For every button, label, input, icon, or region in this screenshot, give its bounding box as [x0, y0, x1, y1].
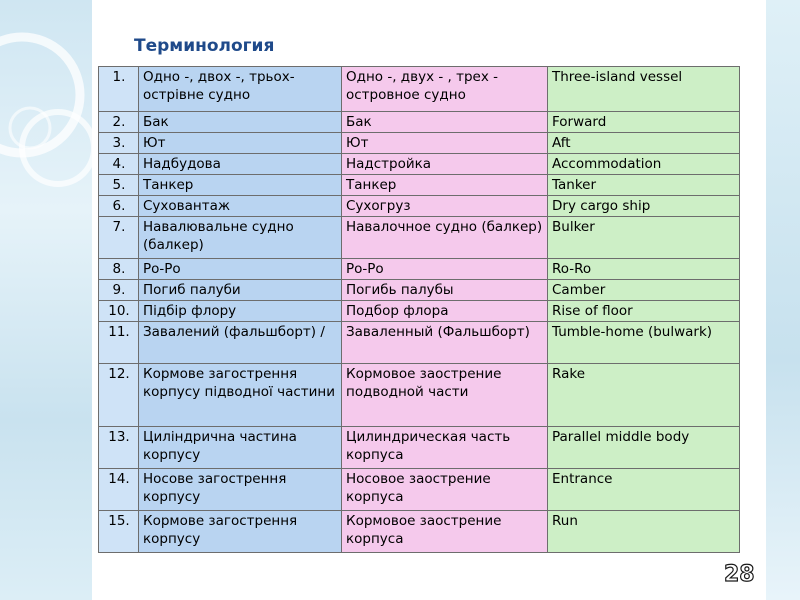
- row-number-cell: 2.: [99, 112, 139, 133]
- russian-term-cell: Носовое заострение корпуса: [342, 469, 548, 511]
- english-term-cell: Rise of floor: [548, 301, 740, 322]
- row-number-cell: 9.: [99, 280, 139, 301]
- russian-term-cell: Одно -, двух - , трех - островное судно: [342, 67, 548, 112]
- russian-term-cell: Навалочное судно (балкер): [342, 217, 548, 259]
- table-row: [99, 112, 740, 133]
- russian-term-cell: Цилиндрическая часть корпуса: [342, 427, 548, 469]
- row-number-cell: 6.: [99, 196, 139, 217]
- english-term-cell: Aft: [548, 133, 740, 154]
- english-term-cell: Dry cargo ship: [548, 196, 740, 217]
- ukrainian-term-cell: Ро-Ро: [139, 259, 342, 280]
- table-row: [99, 154, 740, 175]
- russian-term-cell: Ют: [342, 133, 548, 154]
- table-row: [99, 217, 740, 259]
- table-row: [99, 427, 740, 469]
- russian-term-cell: Сухогруз: [342, 196, 548, 217]
- table-row: [99, 133, 740, 154]
- ukrainian-term-cell: Кормове загострення корпусу підводної частини: [139, 364, 342, 427]
- ukrainian-term-cell: Підбір флору: [139, 301, 342, 322]
- table-row: [99, 175, 740, 196]
- row-number-cell: 8.: [99, 259, 139, 280]
- table-row: [99, 301, 740, 322]
- russian-term-cell: Погибь палубы: [342, 280, 548, 301]
- ukrainian-term-cell: Суховантаж: [139, 196, 342, 217]
- english-term-cell: Three-island vessel: [548, 67, 740, 112]
- russian-term-cell: Танкер: [342, 175, 548, 196]
- table-row: [99, 196, 740, 217]
- right-decorative-band: [766, 0, 800, 600]
- row-number-cell: 5.: [99, 175, 139, 196]
- english-term-cell: Tanker: [548, 175, 740, 196]
- row-number-cell: 13.: [99, 427, 139, 469]
- table-row: [99, 322, 740, 364]
- ukrainian-term-cell: Ют: [139, 133, 342, 154]
- ukrainian-term-cell: Завалений (фальшборт) /: [139, 322, 342, 364]
- ukrainian-term-cell: Танкер: [139, 175, 342, 196]
- english-term-cell: Accommodation: [548, 154, 740, 175]
- ukrainian-term-cell: Циліндрична частина корпусу: [139, 427, 342, 469]
- ukrainian-term-cell: Бак: [139, 112, 342, 133]
- ukrainian-term-cell: Навалювальне судно (балкер): [139, 217, 342, 259]
- ukrainian-term-cell: Носове загострення корпусу: [139, 469, 342, 511]
- row-number-cell: 3.: [99, 133, 139, 154]
- table-row: [99, 67, 740, 112]
- page-number: 28: [724, 562, 755, 587]
- table-row: [99, 364, 740, 427]
- table-row: [99, 280, 740, 301]
- page-title: Терминология: [134, 36, 275, 56]
- english-term-cell: Entrance: [548, 469, 740, 511]
- english-term-cell: Run: [548, 511, 740, 553]
- row-number-cell: 11.: [99, 322, 139, 364]
- english-term-cell: Tumble-home (bulwark): [548, 322, 740, 364]
- russian-term-cell: Бак: [342, 112, 548, 133]
- ukrainian-term-cell: Погиб палуби: [139, 280, 342, 301]
- table-row: [99, 469, 740, 511]
- russian-term-cell: Заваленный (Фальшборт): [342, 322, 548, 364]
- row-number-cell: 1.: [99, 67, 139, 112]
- russian-term-cell: Кормовое заострение корпуса: [342, 511, 548, 553]
- row-number-cell: 12.: [99, 364, 139, 427]
- english-term-cell: Parallel middle body: [548, 427, 740, 469]
- ukrainian-term-cell: Одно -, двох -, трьох-острівне судно: [139, 67, 342, 112]
- russian-term-cell: Надстройка: [342, 154, 548, 175]
- ukrainian-term-cell: Надбудова: [139, 154, 342, 175]
- ukrainian-term-cell: Кормове загострення корпусу: [139, 511, 342, 553]
- row-number-cell: 4.: [99, 154, 139, 175]
- english-term-cell: Rake: [548, 364, 740, 427]
- english-term-cell: Bulker: [548, 217, 740, 259]
- row-number-cell: 10.: [99, 301, 139, 322]
- russian-term-cell: Кормовое заострение подводной части: [342, 364, 548, 427]
- russian-term-cell: Подбор флора: [342, 301, 548, 322]
- row-number-cell: 7.: [99, 217, 139, 259]
- terminology-table: [98, 66, 740, 553]
- english-term-cell: Camber: [548, 280, 740, 301]
- english-term-cell: Ro-Ro: [548, 259, 740, 280]
- english-term-cell: Forward: [548, 112, 740, 133]
- table-row: [99, 259, 740, 280]
- russian-term-cell: Ро-Ро: [342, 259, 548, 280]
- row-number-cell: 15.: [99, 511, 139, 553]
- table-row: [99, 511, 740, 553]
- row-number-cell: 14.: [99, 469, 139, 511]
